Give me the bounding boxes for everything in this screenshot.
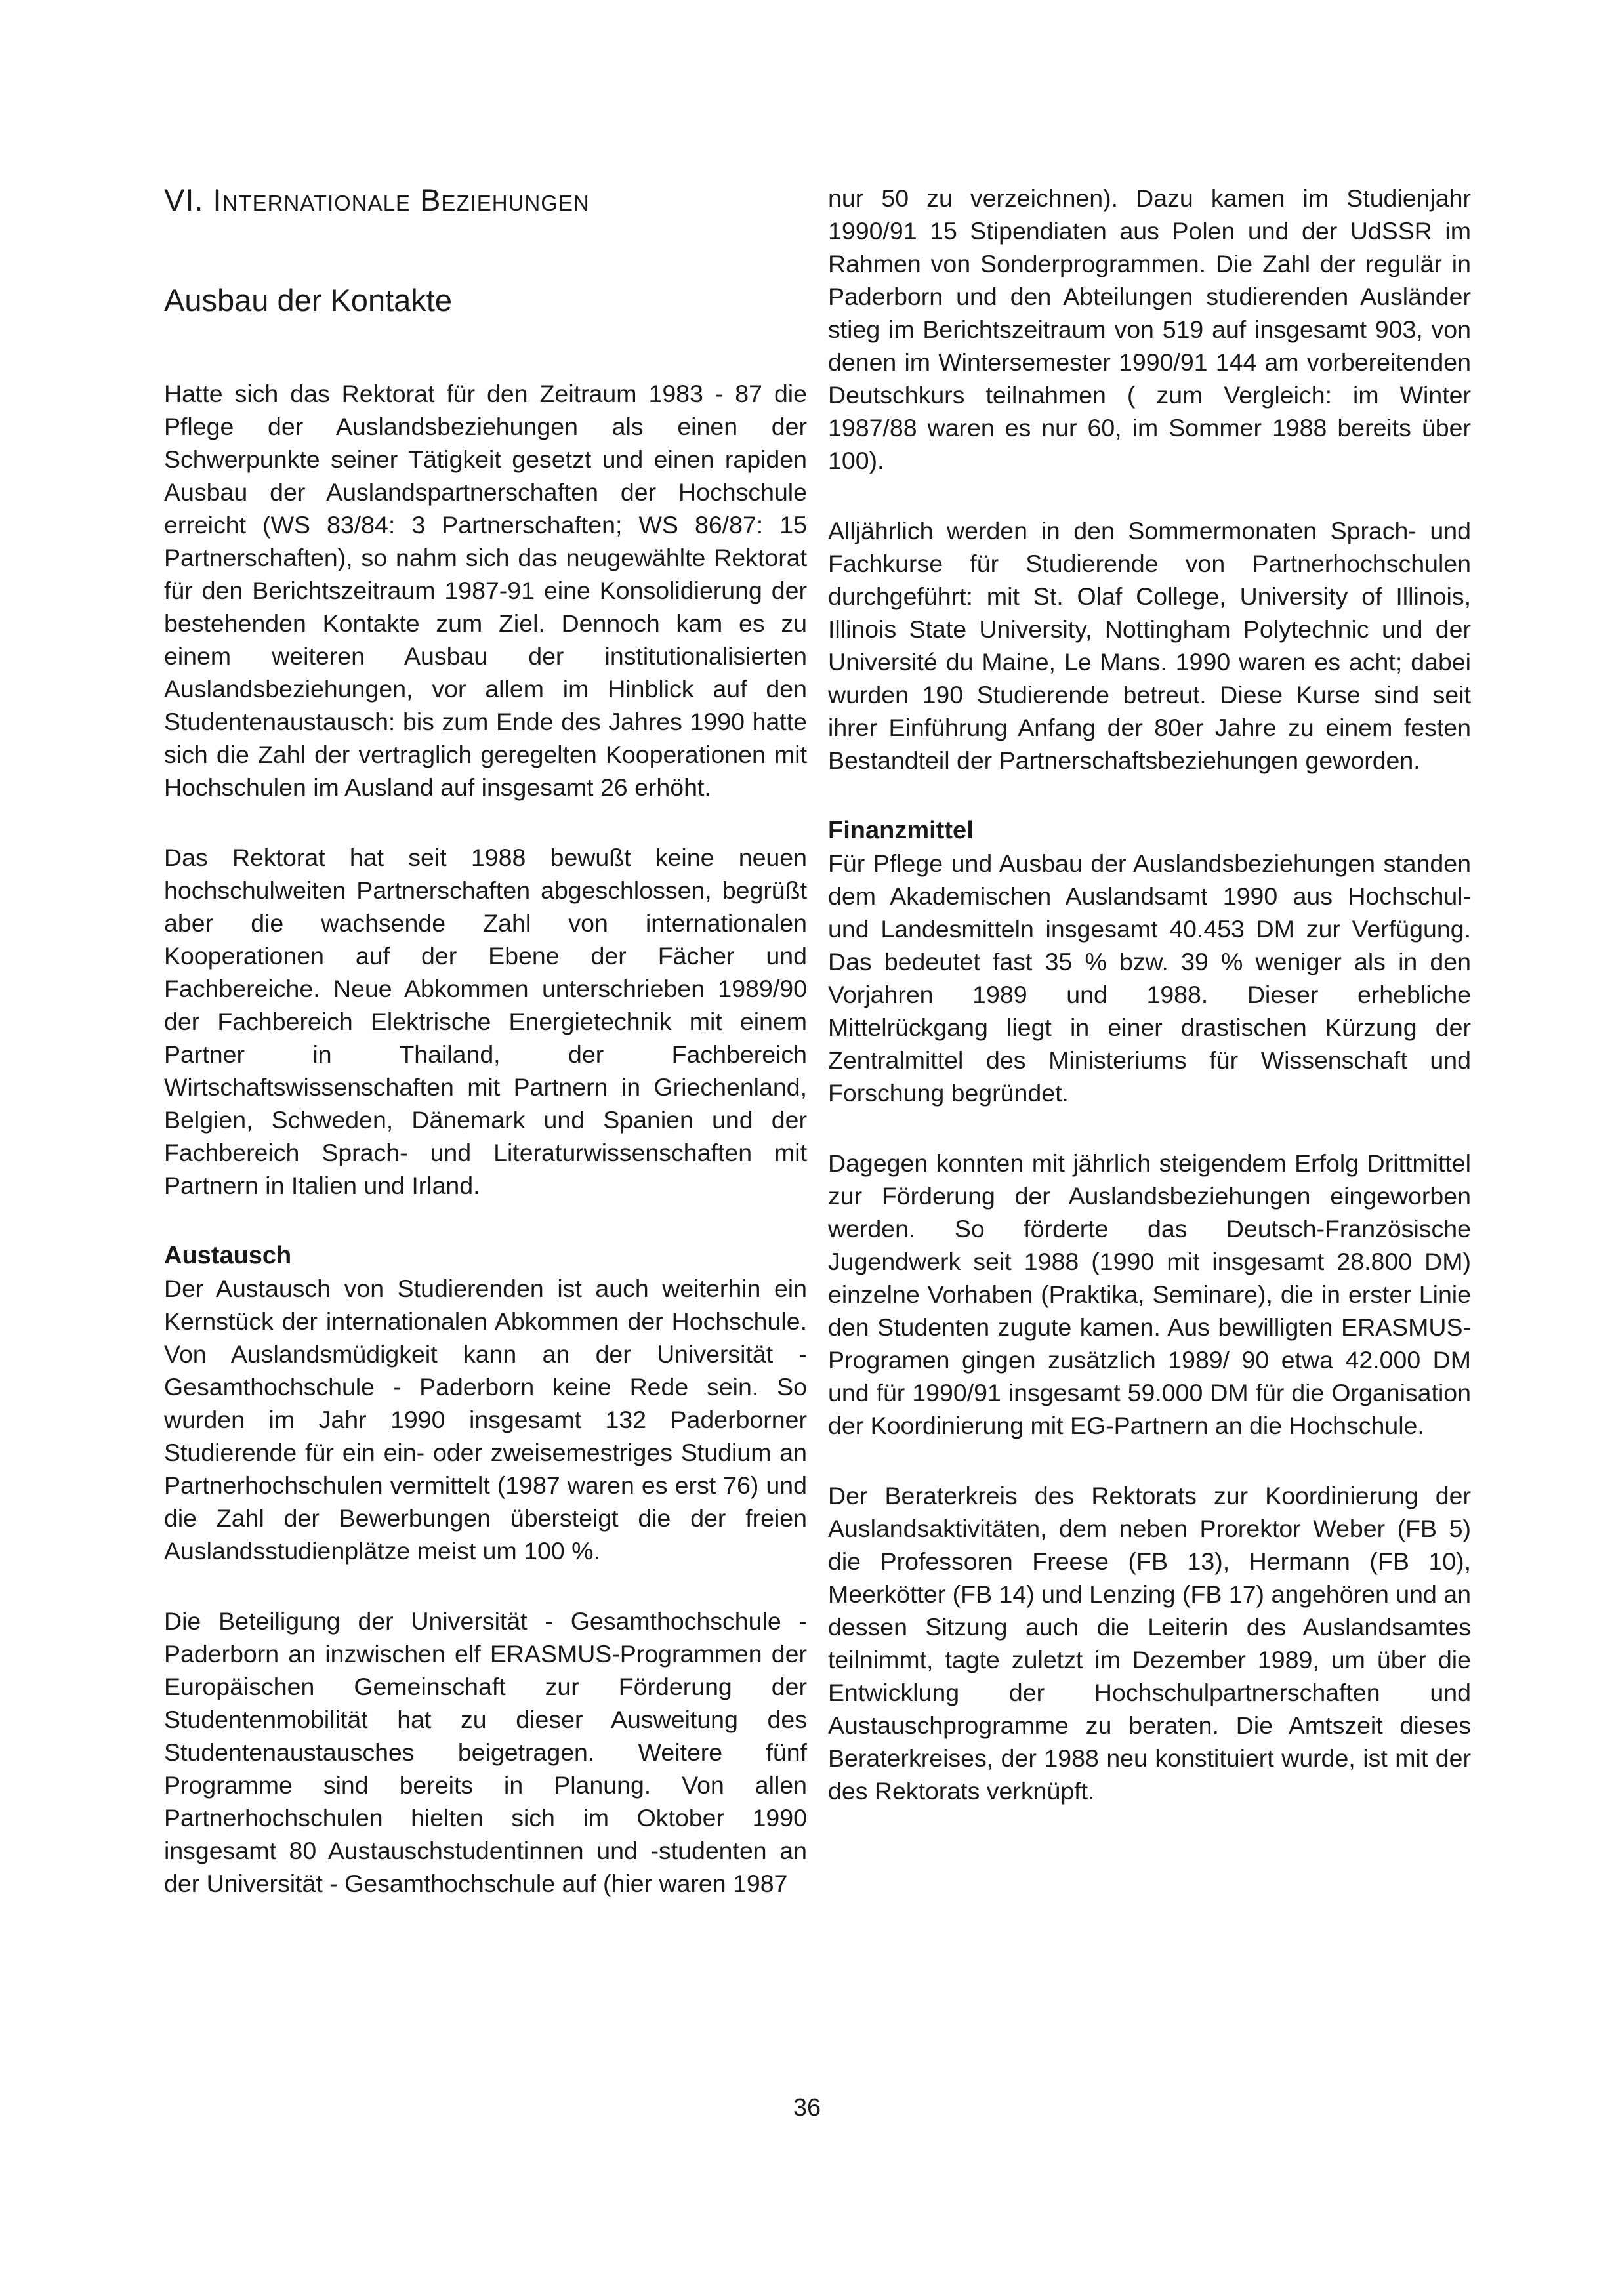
subheading-finanzmittel: Finanzmittel [828, 817, 974, 844]
austausch-section [164, 1239, 807, 1567]
paragraph-erasmus: Die Beteiligung der Universität - Gesamthochschule - Paderborn an inzwischen elf ERASMUS-Programmen der Europäischen Gemeinschaft zur Förderung der Studentenmobilität hat zu dieser Ausweitung des Studentenaustausches beigetragen. Weitere fünf Programme sind bereits in Planung. Von allen Partnerhochschulen hielten sich im Oktober 1990 insgesamt 80 Austauschstudentinnen und -studenten an der Universität - Gesamthochschule auf (hier waren 1987 [164, 1607, 807, 1897]
page-number: 36 [793, 2094, 821, 2122]
paragraph-drittmittel: Dagegen konnten mit jährlich steigendem Erfolg Drittmittel zur Förderung der Auslandsbeziehungen eingeworben werden. So förderte das Deutsch-Französische Jugendwerk seit 1988 (1990 mit insgesamt 28.800 DM) einzelne Vorhaben (Praktika, Seminare), die in erster Linie den Studenten zugute kamen. Aus bewilligten ERASMUS-Programen gingen zusätzlich 1989/ 90 etwa 42.000 DM und für 1990/91 insgesamt 59.000 DM für die Organisation der Koordinierung mit EG-Partnern an die Hochschule. [828, 1149, 1471, 1439]
finanzmittel-section [828, 814, 1471, 1109]
paragraph-beraterkreis: Der Beraterkreis des Rektorats zur Koordinierung der Auslandsaktivitäten, dem neben Prorektor Weber (FB 5) die Professoren Freese (FB 13), Hermann (FB 10), Meerkötter (FB 14) und Lenzing (FB 17) angehören und an dessen Sitzung auch die Leiterin des Auslandsamtes teilnimmt, tagte zuletzt im Dezember 1989, um über die Entwicklung der Hochschulpartnerschaften und Austauschprogramme zu beraten. Die Amtszeit dieses Beraterkreises, der 1988 neu konstituiert wurde, ist mit der des Rektorats verknüpft. [828, 1482, 1471, 1805]
subheading-austausch: Austausch [164, 1242, 292, 1269]
left-column [164, 180, 807, 1900]
paragraph-finanzmittel: Für Pflege und Ausbau der Auslandsbeziehungen standen dem Akademischen Auslandsamt 1990 aus Hochschul- und Landesmitteln insgesamt 40.453 DM zur Verfügung. Das bedeutet fast 35 % bzw. 39 % weniger als in den Vorjahren 1989 und 1988. Dieser erhebliche Mittelrückgang liegt in einer drastischen Kürzung der Zentralmittel des Ministeriums für Wissenschaft und Forschung begründet. [828, 850, 1471, 1107]
section-title: Ausbau der Kontakte [164, 283, 452, 318]
chapter-title: VI. Internationale Beziehungen [164, 182, 590, 217]
paragraph-kontakte-intro: Hatte sich das Rektorat für den Zeitraum 1983 - 87 die Pflege der Auslandsbeziehungen als einen der Schwerpunkte seiner Tätigkeit gesetzt und einen rapiden Ausbau der Auslandspartnerschaften der Hochschule erreicht (WS 83/84: 3 Partnerschaften; WS 86/87: 15 Partnerschaften), so nahm sich das neugewählte Rektorat für den Berichtszeitraum 1987-91 eine Konsolidierung der bestehenden Kontakte zum Ziel. Dennoch kam es zu einem weiteren Ausbau der institutionalisierten Auslandsbeziehungen, vor allem im Hinblick auf den Studentenaustausch: bis zum Ende des Jahres 1990 hatte sich die Zahl der vertraglich geregelten Kooperationen mit Hochschulen im Ausland auf insgesamt 26 erhöht. [164, 380, 807, 801]
paragraph-austausch: Der Austausch von Studierenden ist auch weiterhin ein Kernstück der internationalen Abkommen der Hochschule. Von Auslandsmüdigkeit kann an der Universität - Gesamthochschule - Paderborn keine Rede sein. So wurden im Jahr 1990 insgesamt 132 Paderborner Studierende für ein ein- oder zweisemestriges Studium an Partnerhochschulen vermittelt (1987 waren es erst 76) und die Zahl der Bewerbungen übersteigt die der freien Auslandsstudienplätze meist um 100 %. [164, 1275, 807, 1565]
right-column [828, 182, 1471, 1807]
paragraph-stipendiaten: nur 50 zu verzeichnen). Dazu kamen im Studienjahr 1990/91 15 Stipendiaten aus Polen und der UdSSR im Rahmen von Sonderprogrammen. Die Zahl der regulär in Paderborn und den Abteilungen studierenden Ausländer stieg im Berichtszeitraum von 519 auf insgesamt 903, von denen im Wintersemester 1990/91 144 am vorbereitenden Deutschkurs teilnahmen ( zum Vergleich: im Winter 1987/88 waren es nur 60, im Sommer 1988 bereits über 100). [828, 184, 1471, 474]
paragraph-kontakte-fachbereiche: Das Rektorat hat seit 1988 bewußt keine neuen hochschulweiten Partnerschaften abgeschlossen, begrüßt aber die wachsende Zahl von internationalen Kooperationen auf der Ebene der Fächer und Fachbereiche. Neue Abkommen unterschrieben 1989/90 der Fachbereich Elektrische Energietechnik mit einem Partner in Thailand, der Fachbereich Wirtschaftswissenschaften mit Partnern in Griechenland, Belgien, Schweden, Dänemark und Spanien und der Fachbereich Sprach- und Literaturwissenschaften mit Partnern in Italien und Irland. [164, 844, 807, 1199]
paragraph-sommerkurse: Alljährlich werden in den Sommermonaten Sprach- und Fachkurse für Studierende von Partnerhochschulen durchgeführt: mit St. Olaf College, University of Illinois, Illinois State University, Nottingham Polytechnic und der Université du Maine, Le Mans. 1990 waren es acht; dabei wurden 190 Studierende betreut. Diese Kurse sind seit ihrer Einführung Anfang der 80er Jahre zu einem festen Bestandteil der Partnerschaftsbeziehungen geworden. [828, 517, 1471, 774]
